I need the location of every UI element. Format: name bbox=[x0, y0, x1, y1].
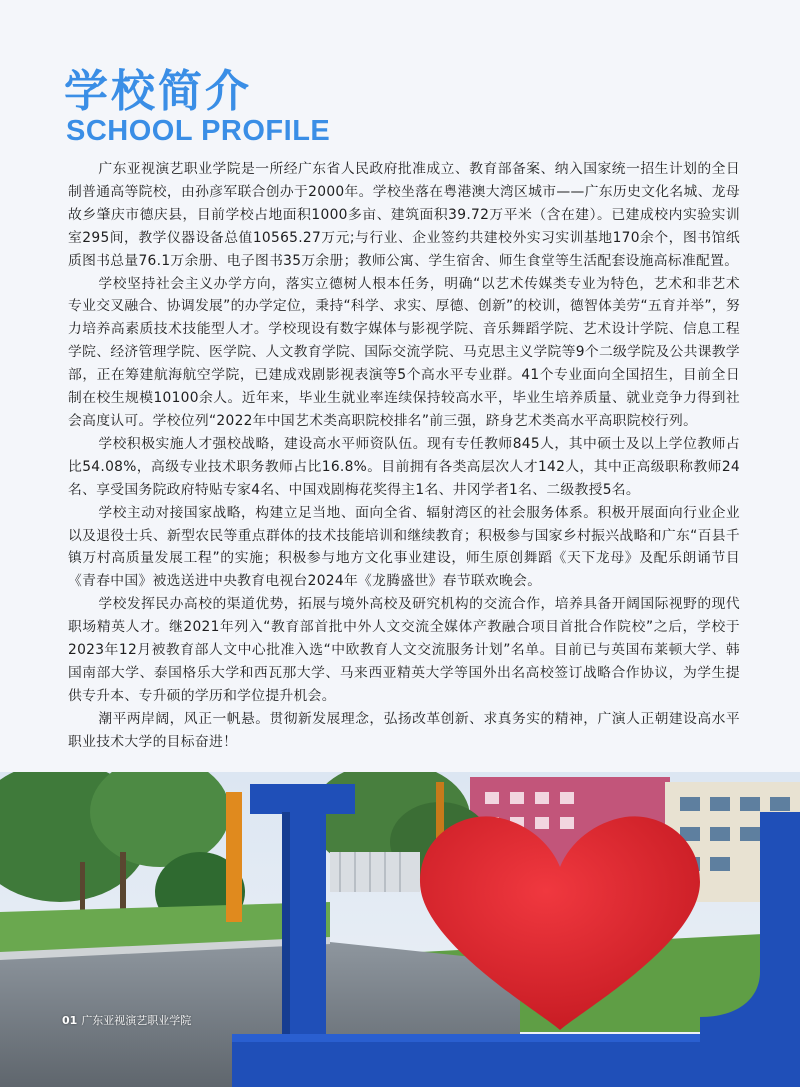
paragraph-mission: 学校坚持社会主义办学方向，落实立德树人根本任务，明确“以艺术传媒类专业为特色，艺术和非艺术专业交叉融合、协调发展”的办学定位，秉持“科学、求实、厚德、创新”的校训，德智体美劳“五育并举”，努力培养高素质技术技能型人才。学校现设有数字媒体与影视学院、音乐舞蹈学院、艺术设计学院、信息工程学院、经济管理学院、医学院、人文教育学院、国际交流学院、马克思主义学院等9个二级学院及公共课教学部，正在筹建航海航空学院，已建成戏剧影视表演等5个高水平专业群。41个专业面向全国招生，目前全日制在校生规模10100余人。近年来，毕业生就业率连续保持较高水平，毕业生培养质量、就业竞争力得到社会高度认可。学校位列“2022年中国艺术类高职院校排名”前三强，跻身艺术类高水平高职院校行列。 bbox=[68, 275, 740, 429]
paragraph-service: 学校主动对接国家战略，构建立足当地、面向全省、辐射湾区的社会服务体系。积极开展面向行业企业以及退役士兵、新型农民等重点群体的技术技能培训和继续教育；积极参与国家乡村振兴战略和广东“百县千镇万村高质量发展工程”的实施；积极参与地方文化事业建设，师生原创舞蹈《天下龙母》及配乐朗诵节目《青春中国》被选送进中央教育电视台2024年《龙腾盛世》春节联欢晚会。 bbox=[68, 504, 740, 590]
page-subtitle-en: SCHOOL PROFILE bbox=[66, 115, 331, 147]
page-footer bbox=[62, 1014, 191, 1028]
paragraph-overview: 广东亚视演艺职业学院是一所经广东省人民政府批准成立、教育部备案、纳入国家统一招生计划的全日制普通高等院校，由孙彦军联合创办于2000年。学校坐落在粤港澳大湾区城市——广东历史文化名城、龙母故乡肇庆市德庆县，目前学校占地面积1000多亩、建筑面积39.72万平米（含在建）。已建成校内实验实训室295间，教学仪器设备总值10565.27万元;与行业、企业签约共建校外实习实训基地170余个，图书馆纸质图书总量76.1万余册、电子图书35万余册；教师公寓、学生宿舍、师生食堂等生活配套设施高标准配置。 bbox=[68, 161, 740, 269]
page-number: 01 bbox=[62, 1014, 78, 1027]
paragraph-faculty: 学校积极实施人才强校战略，建设高水平师资队伍。现有专任教师845人，其中硕士及以上学位教师占比54.08%，高级专业技术职务教师占比16.8%。目前拥有各类高层次人才142人，其中正高级职称教师24名、享受国务院政府特贴专家4名、中国戏剧梅花奖得主1名、井冈学者1名、二级教授5名。 bbox=[68, 435, 740, 498]
campus-photo bbox=[0, 772, 800, 1087]
profile-body bbox=[68, 158, 740, 754]
page-title: 学校简介 bbox=[64, 66, 252, 117]
paragraph-international: 学校发挥民办高校的渠道优势，拓展与境外高校及研究机构的交流合作，培养具备开阔国际视野的现代职场精英人才。继2021年列入“教育部首批中外人文交流全媒体产教融合项目首批合作院校”之后，学校于2023年12月被教育部人文中心批准入选“中欧教育人文交流服务计划”名单。目前已与英国布莱顿大学、韩国南部大学、泰国格乐大学和西瓦那大学、马来西亚精英大学等国外出名高校签订战略合作协议，为学生提供专升本、专升硕的学历和学位提升机会。 bbox=[68, 596, 740, 704]
footer-school-name: 广东亚视演艺职业学院 bbox=[81, 1014, 192, 1027]
paragraph-closing: 潮平两岸阔，风正一帆悬。贯彻新发展理念，弘扬改革创新、求真务实的精神，广演人正朝建设高水平职业技术大学的目标奋进！ bbox=[68, 710, 740, 750]
